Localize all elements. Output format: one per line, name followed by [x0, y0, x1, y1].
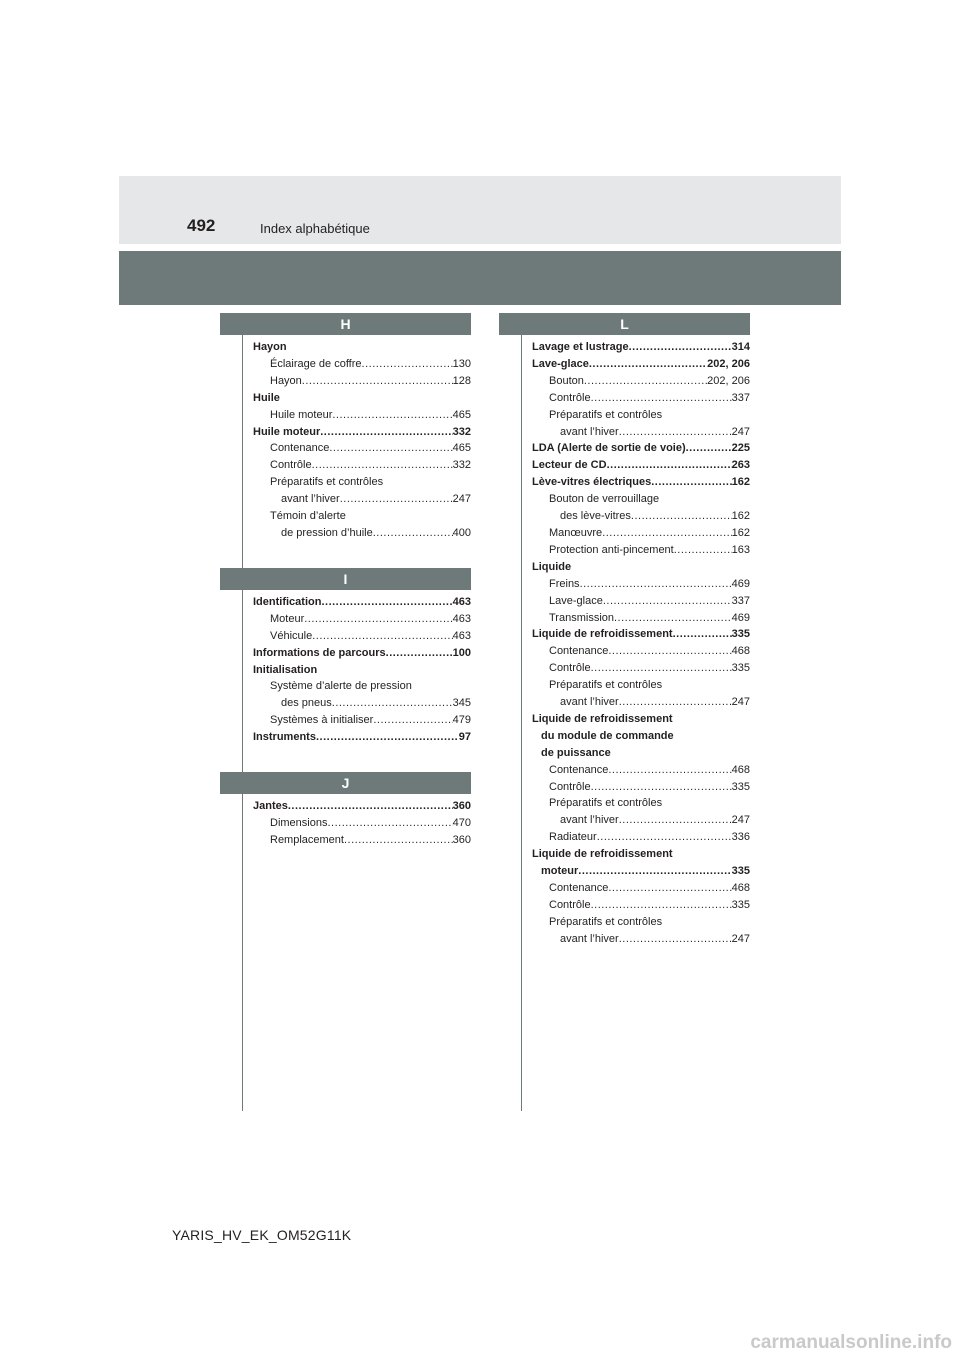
index-entry-term: avant l’hiver: [560, 696, 619, 709]
index-entry-term: Lave-glace: [549, 594, 603, 607]
index-entry: [253, 611, 471, 628]
index-entry-term: Contrôle: [549, 780, 591, 793]
index-entry-page: 335: [731, 865, 750, 878]
index-entry-page: 263: [731, 459, 750, 472]
index-entry: [253, 525, 471, 542]
index-entry-page: 335: [731, 780, 750, 793]
index-entry: [253, 712, 471, 729]
index-entry: [532, 897, 750, 914]
index-entry: [253, 678, 471, 695]
index-entry: [532, 643, 750, 660]
index-entry: [532, 914, 750, 931]
index-entry-term: Initialisation: [253, 663, 318, 676]
dot-leader: [327, 815, 452, 832]
index-entry: [532, 474, 750, 491]
dot-leader: [316, 729, 459, 746]
index-entry-page: 335: [731, 662, 750, 675]
index-entry-term: Informations de parcours: [253, 646, 386, 659]
index-entry: [532, 694, 750, 711]
index-entry-term: Liquide de refroidissement: [532, 848, 673, 861]
index-entry-term: Remplacement: [270, 833, 344, 846]
index-entry: [532, 880, 750, 897]
index-entry-term: Protection anti-pincement: [549, 543, 674, 556]
index-entry-term: avant l’hiver: [560, 814, 619, 827]
index-entry-list: [243, 590, 471, 772]
dot-leader: [312, 457, 453, 474]
index-entry-page: 469: [731, 577, 750, 590]
index-entry-term: des lève-vitres: [560, 510, 631, 523]
index-entry: [253, 662, 471, 679]
index-entry-page: 470: [452, 816, 471, 829]
section-letter-h: H: [220, 313, 471, 335]
index-entry: [253, 815, 471, 832]
page-number: 492: [187, 216, 216, 235]
index-entry-page: 247: [731, 425, 750, 438]
index-entry-term: Hayon: [253, 341, 287, 353]
index-entry-term: Contenance: [270, 442, 330, 455]
dot-leader: [383, 474, 471, 491]
index-entry-page: 360: [452, 800, 471, 813]
index-entry-term: Préparatifs et contrôles: [549, 915, 663, 928]
dot-leader: [329, 440, 452, 457]
index-entry-term: Instruments: [253, 731, 316, 744]
dot-leader: [287, 339, 471, 356]
index-entry-page: 247: [731, 932, 750, 945]
index-entry-list: [522, 335, 750, 974]
index-entry: [532, 711, 750, 728]
index-entry-term: Jantes: [253, 800, 288, 813]
dot-leader: [332, 407, 452, 424]
dot-leader: [320, 424, 452, 441]
index-entry-page: 225: [731, 442, 750, 455]
dot-leader: [603, 593, 732, 610]
index-entry-page: 314: [731, 341, 750, 353]
dot-leader: [651, 474, 731, 491]
index-entry-term: Transmission: [549, 611, 614, 624]
index-entry-term: Préparatifs et contrôles: [270, 476, 384, 489]
index-entry-term: Contenance: [549, 763, 609, 776]
index-entry: [532, 660, 750, 677]
index-entry-term: Lave-glace: [532, 357, 589, 370]
dot-leader: [332, 695, 453, 712]
index-entry: [253, 594, 471, 611]
index-entry-page: 335: [731, 898, 750, 911]
dot-leader: [591, 390, 732, 407]
dot-leader: [580, 576, 732, 593]
index-entry-page: 97: [458, 731, 471, 744]
dot-leader: [571, 559, 750, 576]
index-entry-term: Contrôle: [270, 459, 312, 472]
index-entry: [532, 610, 750, 627]
index-entry: [532, 812, 750, 829]
index-entry-term: Systèmes à initialiser: [270, 714, 374, 727]
index-entry: [532, 863, 750, 880]
index-entry: [253, 373, 471, 390]
dot-leader: [662, 914, 750, 931]
index-entry: [532, 745, 750, 762]
index-entry-page: 469: [731, 611, 750, 624]
index-entry-page: 465: [452, 408, 471, 421]
dot-leader: [280, 390, 471, 407]
index-entry-page: 468: [731, 645, 750, 658]
index-entry: [253, 729, 471, 746]
index-entry-page: 162: [731, 526, 750, 539]
index-entry-page: 360: [452, 833, 471, 846]
index-entry: [253, 798, 471, 815]
dot-leader: [578, 863, 731, 880]
index-entry-term: Préparatifs et contrôles: [549, 679, 663, 692]
index-entry-page: 336: [731, 831, 750, 844]
dot-leader: [386, 645, 453, 662]
dot-leader: [591, 897, 732, 914]
index-entry: [532, 508, 750, 525]
index-entry: [532, 728, 750, 745]
dot-leader: [317, 662, 471, 679]
index-entry-term: Liquide de refroidissement: [532, 628, 673, 641]
dot-leader: [321, 594, 452, 611]
index-entry: [253, 457, 471, 474]
dot-leader: [662, 795, 750, 812]
index-entry: [253, 474, 471, 491]
index-entry-page: 247: [452, 493, 471, 506]
index-entry-term: Bouton: [549, 374, 584, 387]
dot-leader: [288, 798, 453, 815]
dot-leader: [373, 525, 453, 542]
index-entry-page: 463: [452, 595, 471, 608]
dot-leader: [619, 931, 732, 948]
dot-leader: [591, 779, 732, 796]
index-entry: [532, 424, 750, 441]
dot-leader: [631, 508, 732, 525]
section-letter-j: J: [220, 772, 471, 794]
index-entry-term: Liquide: [532, 560, 572, 573]
dot-leader: [619, 694, 732, 711]
right-index-column: [521, 313, 750, 1111]
dot-leader: [659, 491, 750, 508]
index-entry-term: avant l’hiver: [560, 932, 619, 945]
dot-leader: [344, 832, 453, 849]
index-entry-term: Identification: [253, 595, 322, 608]
index-entry-term: Préparatifs et contrôles: [549, 408, 663, 421]
index-entry: [253, 339, 471, 356]
dot-leader: [673, 711, 750, 728]
index-entry-page: 247: [731, 814, 750, 827]
index-entry-term: de pression d’huile: [281, 526, 373, 539]
index-entry: [253, 424, 471, 441]
index-entry-term: Bouton de verrouillage: [549, 493, 660, 506]
dot-leader: [674, 542, 732, 559]
dot-leader: [608, 880, 731, 897]
index-entry-page: 468: [731, 882, 750, 894]
index-entry-term: Lecteur de CD: [532, 459, 607, 472]
index-entry-page: 463: [452, 629, 471, 642]
dot-leader: [373, 712, 452, 729]
index-entry: [253, 508, 471, 525]
dot-leader: [629, 339, 732, 356]
index-entry: [532, 339, 750, 356]
dot-leader: [619, 812, 732, 829]
dot-leader: [619, 424, 732, 441]
index-entry-term: Contenance: [549, 645, 609, 658]
index-entry-page: 163: [731, 543, 750, 556]
index-entry-term: Huile: [253, 391, 280, 404]
index-entry-page: 345: [452, 697, 471, 710]
index-entry-term: Contrôle: [549, 898, 591, 911]
index-entry: [532, 390, 750, 407]
index-entry-term: du module de commande: [541, 729, 674, 742]
index-entry: [532, 677, 750, 694]
index-entry: [532, 779, 750, 796]
index-entry-term: Contrôle: [549, 662, 591, 675]
index-entry-term: Témoin d’alerte: [270, 510, 346, 523]
index-entry-term: Lavage et lustrage: [532, 341, 629, 353]
index-entry-term: Hayon: [270, 374, 302, 387]
index-entry: [532, 626, 750, 643]
dot-leader: [673, 626, 732, 643]
index-entry: [253, 407, 471, 424]
index-entry-term: Radiateur: [549, 831, 597, 844]
dot-leader: [412, 678, 471, 695]
index-entry-term: Liquide de refroidissement: [532, 712, 673, 725]
dot-leader: [346, 508, 471, 525]
index-entry-term: Lève-vitres électriques: [532, 476, 652, 489]
index-entry-term: Huile moteur: [253, 425, 321, 438]
index-entry: [532, 542, 750, 559]
index-entry-term: Véhicule: [270, 629, 313, 642]
index-entry-term: Huile moteur: [270, 408, 333, 421]
index-entry-list: [243, 335, 471, 568]
index-entry-page: 400: [452, 526, 471, 539]
index-entry-page: 130: [452, 357, 471, 370]
dot-leader: [662, 407, 750, 424]
index-entry-term: Préparatifs et contrôles: [549, 797, 663, 810]
index-entry-term: avant l’hiver: [560, 425, 619, 438]
dot-leader: [304, 611, 452, 628]
index-entry-page: 162: [731, 476, 750, 489]
index-entry-page: 332: [452, 459, 471, 472]
header-dark-band: [119, 251, 841, 305]
index-entry-page: 465: [452, 442, 471, 455]
index-entry: [253, 390, 471, 407]
index-entry-term: Manœuvre: [549, 526, 603, 539]
index-entry: [532, 356, 750, 373]
dot-leader: [591, 660, 732, 677]
dot-leader: [608, 643, 731, 660]
dot-leader: [340, 491, 453, 508]
dot-leader: [662, 677, 750, 694]
dot-leader: [607, 457, 732, 474]
index-entry-term: avant l’hiver: [281, 493, 340, 506]
dot-leader: [302, 373, 453, 390]
index-entry: [532, 457, 750, 474]
index-entry-page: 479: [452, 714, 471, 727]
dot-leader: [597, 829, 732, 846]
index-entry: [532, 559, 750, 576]
left-index-column: [242, 313, 471, 1111]
index-entry-page: 202, 206: [707, 357, 750, 370]
dot-leader: [673, 846, 750, 863]
index-entry-page: 332: [452, 425, 471, 438]
index-entry-page: 100: [452, 646, 471, 659]
dot-leader: [362, 356, 453, 373]
index-entry: [532, 762, 750, 779]
index-entry-term: Système d’alerte de pression: [270, 680, 412, 693]
index-entry: [253, 440, 471, 457]
index-entry: [253, 491, 471, 508]
index-entry: [253, 628, 471, 645]
index-entry-term: Dimensions: [270, 816, 328, 829]
index-entry-page: 463: [452, 612, 471, 625]
document-code: YARIS_HV_EK_OM52G11K: [172, 1227, 352, 1243]
dot-leader: [312, 628, 452, 645]
index-entry-term: LDA (Alerte de sortie de voie): [532, 442, 686, 455]
index-entry-term: Contrôle: [549, 391, 591, 404]
dot-leader: [611, 745, 750, 762]
dot-leader: [584, 373, 707, 390]
index-entry: [532, 525, 750, 542]
dot-leader: [602, 525, 731, 542]
dot-leader: [589, 356, 707, 373]
index-entry: [532, 440, 750, 457]
index-entry: [532, 829, 750, 846]
index-entry-page: 162: [731, 510, 750, 523]
index-entry: [532, 795, 750, 812]
index-entry: [253, 645, 471, 662]
index-entry-page: 468: [731, 763, 750, 776]
index-entry-term: Freins: [549, 577, 580, 590]
index-entry-term: Contenance: [549, 882, 609, 894]
index-entry: [532, 593, 750, 610]
index-entry-page: 247: [731, 696, 750, 709]
index-entry-page: 202, 206: [707, 374, 750, 387]
index-entry-term: moteur: [541, 865, 579, 878]
index-entry-term: Moteur: [270, 612, 305, 625]
dot-leader: [674, 728, 750, 745]
index-entry-term: Éclairage de coffre: [270, 357, 362, 370]
index-entry: [253, 695, 471, 712]
page-title: Index alphabétique: [260, 221, 370, 236]
index-entry: [253, 832, 471, 849]
index-entry: [532, 373, 750, 390]
dot-leader: [686, 440, 732, 457]
dot-leader: [608, 762, 731, 779]
dot-leader: [614, 610, 732, 627]
index-entry-page: 128: [452, 374, 471, 387]
section-letter-l: L: [499, 313, 750, 335]
index-entry: [532, 576, 750, 593]
index-entry-term: des pneus: [281, 697, 332, 710]
section-letter-i: I: [220, 568, 471, 590]
index-entry: [532, 407, 750, 424]
header-top-band: [119, 176, 841, 244]
index-entry-term: de puissance: [541, 746, 611, 759]
watermark: carmanualsonline.info: [750, 1332, 952, 1353]
index-entry: [532, 931, 750, 948]
index-entry: [253, 356, 471, 373]
index-entry-page: 337: [731, 594, 750, 607]
index-entry: [532, 491, 750, 508]
index-entry: [532, 846, 750, 863]
index-entry-page: 335: [731, 628, 750, 641]
index-entry-page: 337: [731, 391, 750, 404]
index-entry-list: [243, 794, 471, 875]
